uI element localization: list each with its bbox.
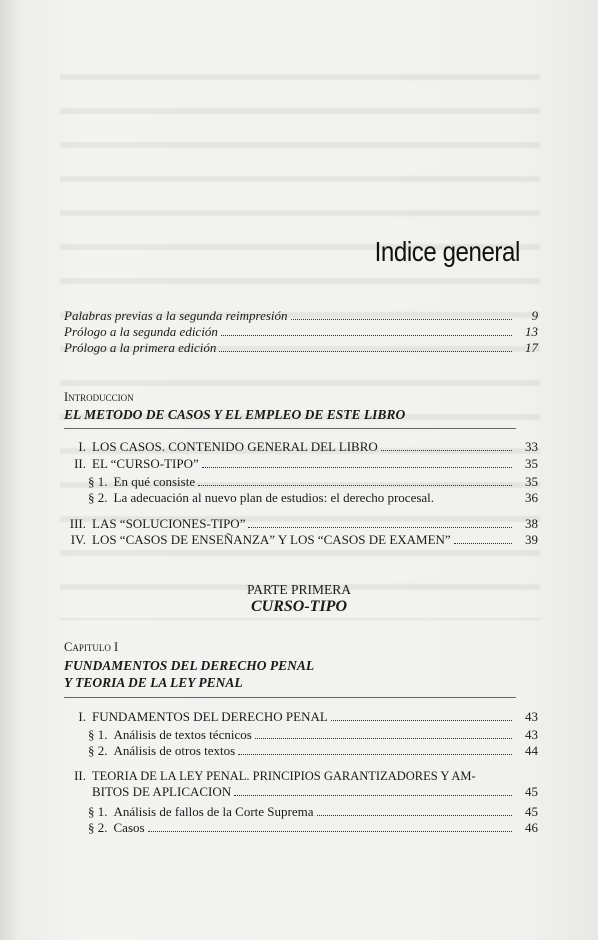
part-title: CURSO-TIPO bbox=[250, 598, 347, 615]
section-title: EL METODO DE CASOS Y EL EMPLEO DE ESTE LIBRO bbox=[64, 407, 406, 422]
toc-subentry: § 2. La adecuación al nuevo plan de estudios: el derecho procesal. 36 bbox=[88, 490, 538, 505]
toc-entry: II. EL “CURSO-TIPO” 35 bbox=[74, 456, 538, 471]
toc-subentry: § 1. Análisis de fallos de la Corte Suprema 45 bbox=[88, 804, 538, 819]
toc-entry: I. LOS CASOS. CONTENIDO GENERAL DEL LIBRO 33 bbox=[78, 439, 538, 454]
toc-subentry: § 2. Análisis de otros textos 44 bbox=[88, 743, 538, 758]
toc-subentry: § 2. Casos 46 bbox=[88, 820, 538, 835]
toc-entry: II. TEORIA DE LA LEY PENAL. PRINCIPIOS GARANTIZADORES Y AM- bbox=[74, 768, 476, 783]
toc-entry: Palabras previas a la segunda reimpresión 9 bbox=[64, 308, 538, 323]
toc-entry: Prólogo a la segunda edición 13 bbox=[64, 324, 538, 339]
page-title: Indice general bbox=[374, 236, 520, 267]
toc-entry: Prólogo a la primera edición 17 bbox=[64, 340, 538, 355]
toc-entry: III. LAS “SOLUCIONES-TIPO” 38 bbox=[69, 516, 538, 531]
divider bbox=[64, 428, 516, 429]
toc-entry: IV. LOS “CASOS DE ENSEÑANZA” Y LOS “CASOS DE EXAMEN” 39 bbox=[70, 532, 538, 547]
toc-entry-continued: BITOS DE APLICACION 45 bbox=[92, 784, 538, 799]
section-label: Introduccion bbox=[64, 390, 134, 404]
part-label: PARTE PRIMERA bbox=[246, 582, 352, 597]
chapter-label: Capitulo I bbox=[64, 640, 119, 654]
chapter-title-line2: Y TEORIA DE LA LEY PENAL bbox=[64, 675, 243, 690]
toc-subentry: § 1. Análisis de textos técnicos 43 bbox=[88, 727, 538, 742]
divider bbox=[64, 697, 516, 698]
chapter-title-line1: FUNDAMENTOS DEL DERECHO PENAL bbox=[64, 658, 315, 673]
toc-entry: I. FUNDAMENTOS DEL DERECHO PENAL 43 bbox=[78, 709, 538, 724]
toc-subentry: § 1. En qué consiste 35 bbox=[88, 474, 538, 489]
